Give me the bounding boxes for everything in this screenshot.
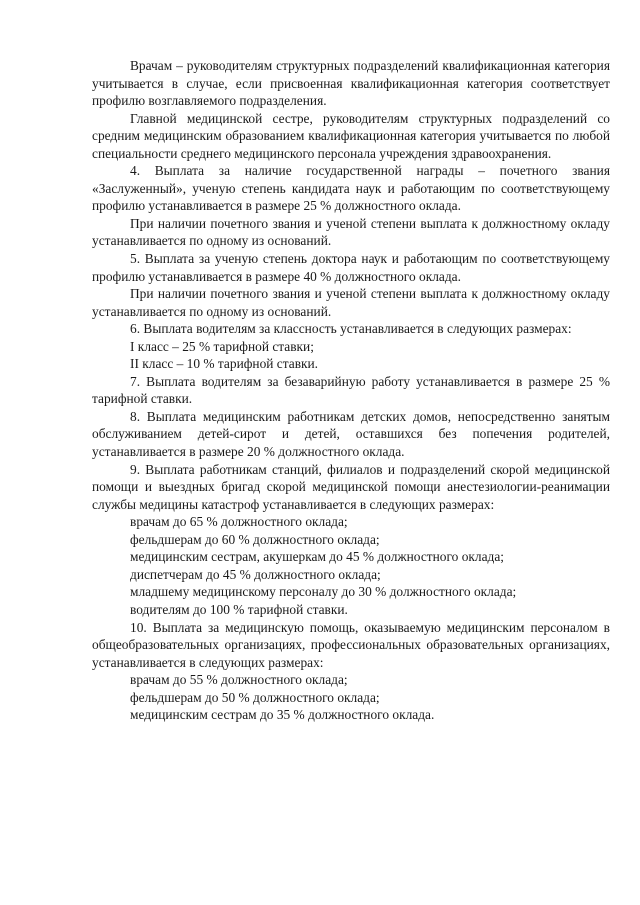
list-item: врачам до 55 % должностного оклада; — [130, 672, 348, 688]
list-item: диспетчерам до 45 % должностного оклада; — [130, 566, 381, 582]
list-item: врачам до 65 % должностного оклада; — [130, 514, 348, 530]
paragraph-item-5-note: При наличии почетного звания и ученой степени выплата к должностному окладу устанавливается по одному из оснований. — [92, 286, 610, 319]
list-item: медицинским сестрам, акушеркам до 45 % должностного оклада; — [130, 549, 504, 565]
list-item: I класс – 25 % тарифной ставки; — [130, 338, 314, 354]
list-item: II класс – 10 % тарифной ставки. — [130, 356, 319, 372]
paragraph-item-5: 5. Выплата за ученую степень доктора наук и работающим по соответствующему профилю устанавливается в размере 40 % должностного оклада. — [92, 251, 610, 284]
list-item: младшему медицинскому персоналу до 30 % должностного оклада; — [130, 584, 517, 600]
paragraph-item-9: 9. Выплата работникам станций, филиалов и подразделений скорой медицинской помощи и выездных бригад скорой медицинской помощи анестезиологии-реанимации службы медицины катастроф устанавливается в следующих размерах: — [92, 461, 610, 512]
paragraph-category-doctors: Врачам – руководителям структурных подразделений квалификационная категория учитывается в случае, если присвоенная квалификационная категория соответствует профилю возглавляемого подразделения. — [92, 58, 610, 109]
paragraph-category-nurses: Главной медицинской сестре, руководителям структурных подразделений со средним медицинским образованием квалификационная категория учитывается по любой специальности среднего медицинского персонала учреждения здравоохранения. — [92, 110, 610, 161]
paragraph-item-4-note: При наличии почетного звания и ученой степени выплата к должностному окладу устанавливается по одному из оснований. — [92, 215, 610, 249]
paragraph-item-10: 10. Выплата за медицинскую помощь, оказываемую медицинским персоналом в общеобразовательных организациях, профессиональных образовательных организациях, устанавливается в следующих размерах: — [92, 619, 610, 670]
paragraph-item-4: 4. Выплата за наличие государственной награды – почетного звания «Заслуженный», ученую степень кандидата наук и работающим по соответствующему профилю устанавливается в размере 25 % должностного оклада. — [92, 163, 610, 214]
paragraph-item-7: 7. Выплата водителям за безаварийную работу устанавливается в размере 25 % тарифной ставки. — [92, 373, 610, 407]
list-item: медицинским сестрам до 35 % должностного оклада. — [130, 707, 435, 723]
list-item: фельдшерам до 60 % должностного оклада; — [130, 531, 380, 547]
paragraph-item-8: 8. Выплата медицинским работникам детских домов, непосредственно занятым обслуживанием детей-сирот и детей, оставшихся без попечения родителей, устанавливается в размере 20 % должностного оклада. — [92, 408, 610, 460]
paragraph-item-6: 6. Выплата водителям за классность устанавливается в следующих размерах: — [130, 321, 572, 337]
document-page — [92, 57, 610, 724]
list-item: фельдшерам до 50 % должностного оклада; — [130, 689, 380, 705]
list-item: водителям до 100 % тарифной ставки. — [130, 601, 348, 617]
